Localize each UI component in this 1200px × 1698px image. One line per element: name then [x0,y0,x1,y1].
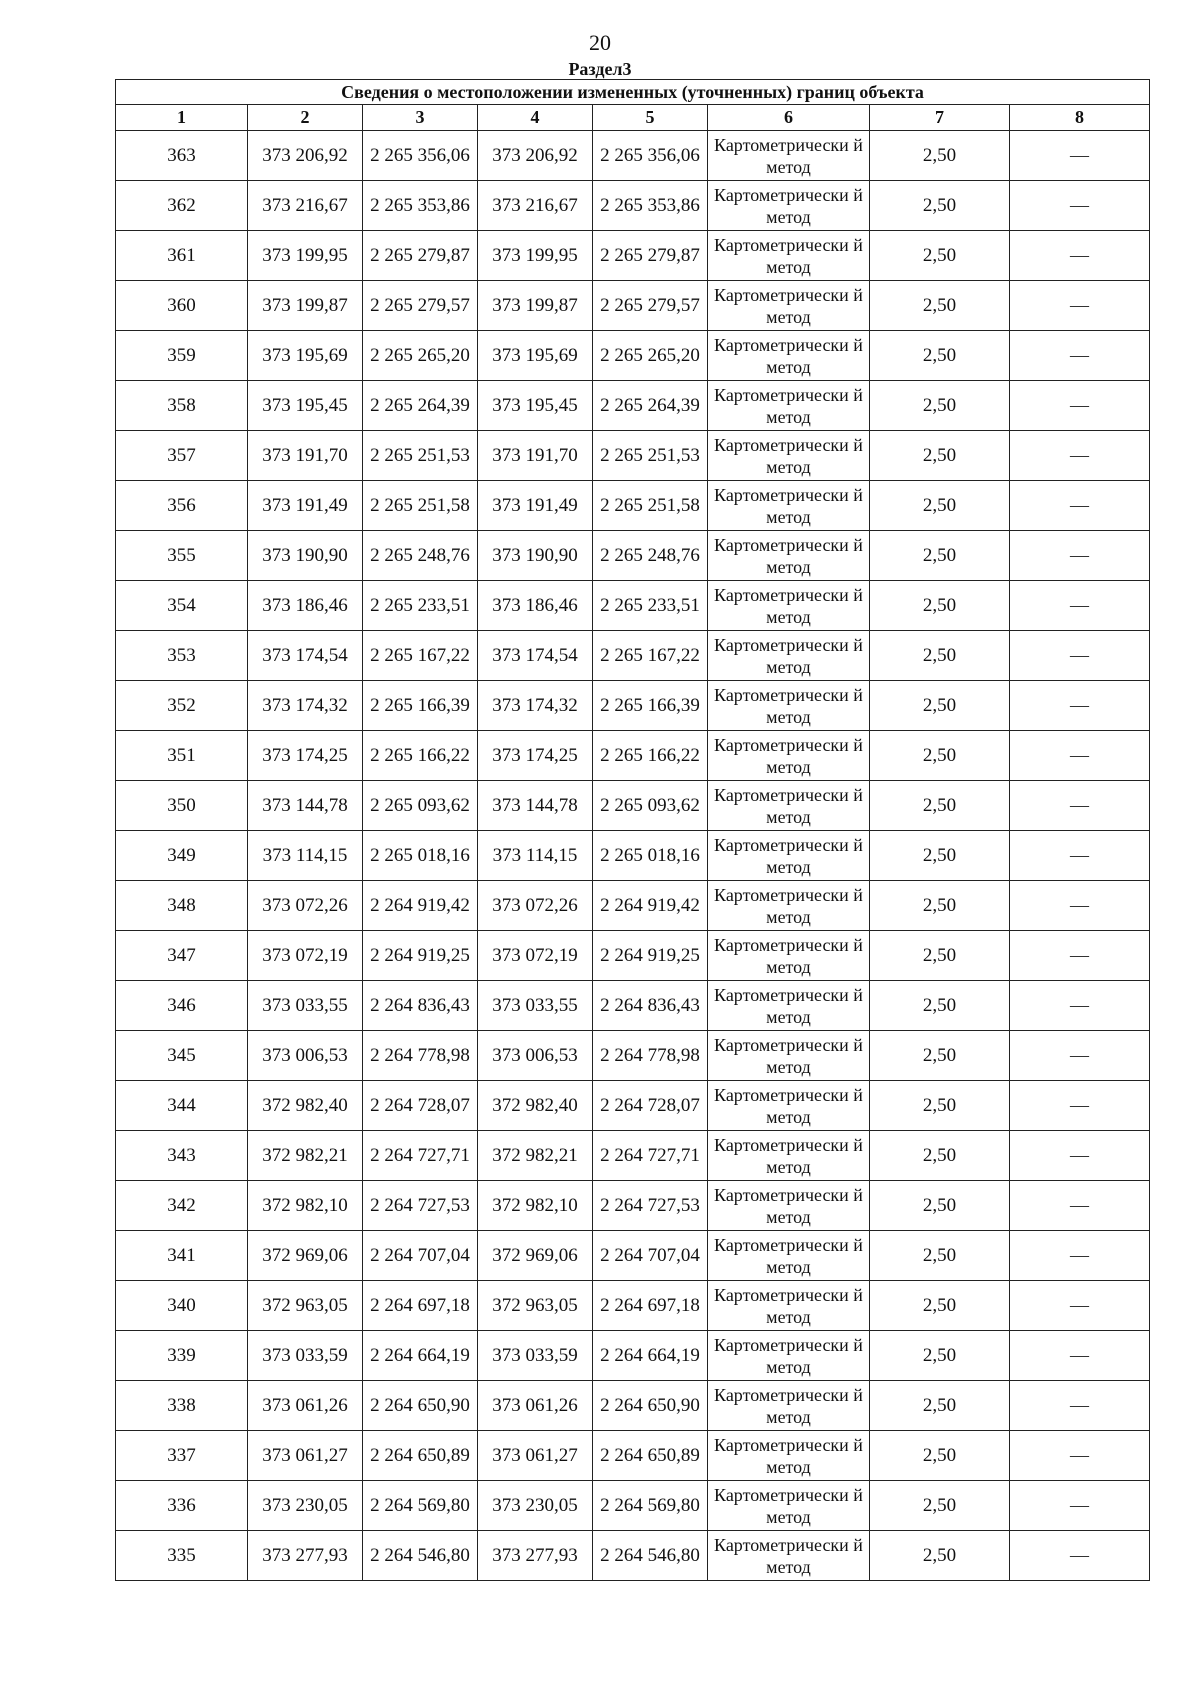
accuracy-cell: 2,50 [870,981,1010,1031]
y-new-cell: 2 264 707,04 [593,1231,708,1281]
x-old-cell: 373 186,46 [248,581,363,631]
x-new-cell: 372 982,21 [478,1131,593,1181]
x-new-cell: 373 061,27 [478,1431,593,1481]
x-old-cell: 373 216,67 [248,181,363,231]
point-number-cell: 345 [116,1031,248,1081]
x-new-cell: 373 191,49 [478,481,593,531]
accuracy-cell: 2,50 [870,381,1010,431]
x-new-cell: 373 174,54 [478,631,593,681]
y-new-cell: 2 265 167,22 [593,631,708,681]
description-cell: — [1010,381,1150,431]
y-old-cell: 2 265 166,39 [363,681,478,731]
table-row [116,781,1150,831]
y-new-cell: 2 264 778,98 [593,1031,708,1081]
table-row [116,481,1150,531]
y-new-cell: 2 264 664,19 [593,1331,708,1381]
x-old-cell: 373 206,92 [248,131,363,181]
y-old-cell: 2 264 697,18 [363,1281,478,1331]
y-old-cell: 2 264 728,07 [363,1081,478,1131]
y-new-cell: 2 265 251,53 [593,431,708,481]
y-new-cell: 2 264 546,80 [593,1531,708,1581]
point-number-cell: 354 [116,581,248,631]
x-new-cell: 373 072,26 [478,881,593,931]
point-number-cell: 355 [116,531,248,581]
description-cell: — [1010,481,1150,531]
table-row [116,331,1150,381]
point-number-cell: 342 [116,1181,248,1231]
table-row [116,981,1150,1031]
point-number-cell: 350 [116,781,248,831]
method-cell: Картометрически й метод [708,1531,870,1581]
x-old-cell: 373 033,59 [248,1331,363,1381]
description-cell: — [1010,331,1150,381]
method-cell: Картометрически й метод [708,981,870,1031]
y-old-cell: 2 265 264,39 [363,381,478,431]
table-row [116,1231,1150,1281]
y-new-cell: 2 265 279,87 [593,231,708,281]
table-row [116,131,1150,181]
point-number-cell: 339 [116,1331,248,1381]
page-number: 20 [589,30,611,55]
description-cell: — [1010,1531,1150,1581]
x-new-cell: 373 195,69 [478,331,593,381]
method-cell: Картометрически й метод [708,1381,870,1431]
y-old-cell: 2 265 167,22 [363,631,478,681]
table-row [116,281,1150,331]
point-number-cell: 335 [116,1531,248,1581]
x-old-cell: 373 195,69 [248,331,363,381]
y-old-cell: 2 265 279,87 [363,231,478,281]
table-row [116,231,1150,281]
y-old-cell: 2 265 248,76 [363,531,478,581]
column-number: 4 [478,105,593,131]
accuracy-cell: 2,50 [870,181,1010,231]
accuracy-cell: 2,50 [870,881,1010,931]
accuracy-cell: 2,50 [870,1331,1010,1381]
point-number-cell: 353 [116,631,248,681]
point-number-cell: 363 [116,131,248,181]
x-old-cell: 373 006,53 [248,1031,363,1081]
y-old-cell: 2 265 356,06 [363,131,478,181]
x-old-cell: 373 072,19 [248,931,363,981]
accuracy-cell: 2,50 [870,1231,1010,1281]
description-cell: — [1010,131,1150,181]
table-row [116,1531,1150,1581]
method-cell: Картометрически й метод [708,531,870,581]
description-cell: — [1010,1281,1150,1331]
y-old-cell: 2 265 251,53 [363,431,478,481]
y-new-cell: 2 264 727,53 [593,1181,708,1231]
y-new-cell: 2 264 727,71 [593,1131,708,1181]
y-old-cell: 2 265 279,57 [363,281,478,331]
point-number-cell: 344 [116,1081,248,1131]
method-cell: Картометрически й метод [708,1081,870,1131]
description-cell: — [1010,581,1150,631]
y-new-cell: 2 264 650,90 [593,1381,708,1431]
method-cell: Картометрически й метод [708,1331,870,1381]
column-number: 6 [708,105,870,131]
y-new-cell: 2 265 166,22 [593,731,708,781]
method-cell: Картометрически й метод [708,381,870,431]
method-cell: Картометрически й метод [708,631,870,681]
x-new-cell: 373 061,26 [478,1381,593,1431]
method-cell: Картометрически й метод [708,1431,870,1481]
y-old-cell: 2 264 707,04 [363,1231,478,1281]
x-new-cell: 373 144,78 [478,781,593,831]
accuracy-cell: 2,50 [870,631,1010,681]
x-old-cell: 373 114,15 [248,831,363,881]
method-cell: Картометрически й метод [708,281,870,331]
x-old-cell: 373 277,93 [248,1531,363,1581]
point-number-cell: 356 [116,481,248,531]
y-old-cell: 2 264 664,19 [363,1331,478,1381]
description-cell: — [1010,431,1150,481]
description-cell: — [1010,281,1150,331]
accuracy-cell: 2,50 [870,581,1010,631]
y-new-cell: 2 265 093,62 [593,781,708,831]
table-row [116,1281,1150,1331]
y-new-cell: 2 264 919,25 [593,931,708,981]
point-number-cell: 336 [116,1481,248,1531]
column-number: 2 [248,105,363,131]
accuracy-cell: 2,50 [870,131,1010,181]
table-row [116,1331,1150,1381]
table-row [116,581,1150,631]
x-old-cell: 372 982,40 [248,1081,363,1131]
table-row [116,681,1150,731]
y-new-cell: 2 264 919,42 [593,881,708,931]
method-cell: Картометрически й метод [708,331,870,381]
x-old-cell: 373 199,87 [248,281,363,331]
method-cell: Картометрически й метод [708,1281,870,1331]
accuracy-cell: 2,50 [870,1181,1010,1231]
accuracy-cell: 2,50 [870,1381,1010,1431]
accuracy-cell: 2,50 [870,431,1010,481]
y-new-cell: 2 265 166,39 [593,681,708,731]
accuracy-cell: 2,50 [870,681,1010,731]
table-row [116,1381,1150,1431]
y-new-cell: 2 265 265,20 [593,331,708,381]
table-row [116,881,1150,931]
x-old-cell: 373 199,95 [248,231,363,281]
table-row [116,1031,1150,1081]
accuracy-cell: 2,50 [870,1131,1010,1181]
description-cell: — [1010,231,1150,281]
description-cell: — [1010,731,1150,781]
y-old-cell: 2 265 265,20 [363,331,478,381]
x-old-cell: 372 963,05 [248,1281,363,1331]
description-cell: — [1010,531,1150,581]
method-cell: Картометрически й метод [708,431,870,481]
description-cell: — [1010,981,1150,1031]
method-cell: Картометрически й метод [708,781,870,831]
x-new-cell: 372 982,10 [478,1181,593,1231]
accuracy-cell: 2,50 [870,781,1010,831]
y-new-cell: 2 265 018,16 [593,831,708,881]
method-cell: Картометрически й метод [708,731,870,781]
section-title: Раздел3 [568,59,632,79]
point-number-cell: 352 [116,681,248,731]
y-new-cell: 2 265 264,39 [593,381,708,431]
method-cell: Картометрически й метод [708,931,870,981]
accuracy-cell: 2,50 [870,931,1010,981]
y-old-cell: 2 265 353,86 [363,181,478,231]
point-number-cell: 348 [116,881,248,931]
x-new-cell: 373 006,53 [478,1031,593,1081]
point-number-cell: 338 [116,1381,248,1431]
table-row [116,1181,1150,1231]
column-number: 3 [363,105,478,131]
y-old-cell: 2 265 018,16 [363,831,478,881]
description-cell: — [1010,1081,1150,1131]
method-cell: Картометрически й метод [708,831,870,881]
x-old-cell: 373 230,05 [248,1481,363,1531]
table-row [116,731,1150,781]
y-old-cell: 2 264 836,43 [363,981,478,1031]
accuracy-cell: 2,50 [870,1531,1010,1581]
table-row [116,631,1150,681]
point-number-cell: 358 [116,381,248,431]
table-row [116,1431,1150,1481]
x-new-cell: 373 174,25 [478,731,593,781]
accuracy-cell: 2,50 [870,831,1010,881]
y-old-cell: 2 264 778,98 [363,1031,478,1081]
x-new-cell: 373 195,45 [478,381,593,431]
y-new-cell: 2 264 836,43 [593,981,708,1031]
x-new-cell: 372 969,06 [478,1231,593,1281]
x-new-cell: 373 216,67 [478,181,593,231]
description-cell: — [1010,631,1150,681]
column-number: 7 [870,105,1010,131]
y-new-cell: 2 264 728,07 [593,1081,708,1131]
x-old-cell: 373 072,26 [248,881,363,931]
accuracy-cell: 2,50 [870,281,1010,331]
x-new-cell: 373 230,05 [478,1481,593,1531]
y-new-cell: 2 264 697,18 [593,1281,708,1331]
x-new-cell: 373 199,87 [478,281,593,331]
y-new-cell: 2 265 251,58 [593,481,708,531]
column-number-row [116,105,1150,131]
x-old-cell: 373 191,70 [248,431,363,481]
x-old-cell: 372 969,06 [248,1231,363,1281]
x-new-cell: 372 982,40 [478,1081,593,1131]
y-new-cell: 2 264 650,89 [593,1431,708,1481]
y-old-cell: 2 265 251,58 [363,481,478,531]
accuracy-cell: 2,50 [870,1031,1010,1081]
accuracy-cell: 2,50 [870,1481,1010,1531]
point-number-cell: 359 [116,331,248,381]
y-old-cell: 2 264 650,90 [363,1381,478,1431]
description-cell: — [1010,1231,1150,1281]
y-old-cell: 2 264 919,25 [363,931,478,981]
column-number: 5 [593,105,708,131]
accuracy-cell: 2,50 [870,1431,1010,1481]
table-row [116,931,1150,981]
x-new-cell: 373 199,95 [478,231,593,281]
x-new-cell: 373 277,93 [478,1531,593,1581]
table-row [116,1131,1150,1181]
description-cell: — [1010,1131,1150,1181]
method-cell: Картометрически й метод [708,1181,870,1231]
accuracy-cell: 2,50 [870,481,1010,531]
y-old-cell: 2 264 569,80 [363,1481,478,1531]
x-old-cell: 373 061,26 [248,1381,363,1431]
table-caption: Сведения о местоположении измененных (уточненных) границ объекта [116,80,1150,105]
point-number-cell: 343 [116,1131,248,1181]
description-cell: — [1010,181,1150,231]
y-old-cell: 2 264 546,80 [363,1531,478,1581]
x-new-cell: 373 191,70 [478,431,593,481]
point-number-cell: 362 [116,181,248,231]
y-old-cell: 2 264 727,53 [363,1181,478,1231]
y-old-cell: 2 265 233,51 [363,581,478,631]
x-old-cell: 373 174,32 [248,681,363,731]
point-number-cell: 361 [116,231,248,281]
y-new-cell: 2 265 356,06 [593,131,708,181]
y-old-cell: 2 264 919,42 [363,881,478,931]
y-new-cell: 2 265 233,51 [593,581,708,631]
description-cell: — [1010,781,1150,831]
method-cell: Картометрически й метод [708,481,870,531]
description-cell: — [1010,1481,1150,1531]
point-number-cell: 341 [116,1231,248,1281]
table-row [116,531,1150,581]
description-cell: — [1010,1331,1150,1381]
table-row [116,1481,1150,1531]
point-number-cell: 346 [116,981,248,1031]
description-cell: — [1010,931,1150,981]
y-new-cell: 2 265 248,76 [593,531,708,581]
accuracy-cell: 2,50 [870,731,1010,781]
y-old-cell: 2 265 166,22 [363,731,478,781]
method-cell: Картометрически й метод [708,1031,870,1081]
x-old-cell: 373 191,49 [248,481,363,531]
x-old-cell: 373 061,27 [248,1431,363,1481]
x-new-cell: 373 174,32 [478,681,593,731]
x-new-cell: 373 033,59 [478,1331,593,1381]
point-number-cell: 340 [116,1281,248,1331]
point-number-cell: 357 [116,431,248,481]
method-cell: Картометрически й метод [708,181,870,231]
point-number-cell: 347 [116,931,248,981]
accuracy-cell: 2,50 [870,531,1010,581]
method-cell: Картометрически й метод [708,1231,870,1281]
description-cell: — [1010,1381,1150,1431]
x-new-cell: 373 072,19 [478,931,593,981]
x-new-cell: 372 963,05 [478,1281,593,1331]
description-cell: — [1010,681,1150,731]
y-new-cell: 2 265 353,86 [593,181,708,231]
x-old-cell: 373 195,45 [248,381,363,431]
method-cell: Картометрически й метод [708,1131,870,1181]
method-cell: Картометрически й метод [708,1481,870,1531]
description-cell: — [1010,881,1150,931]
method-cell: Картометрически й метод [708,131,870,181]
point-number-cell: 349 [116,831,248,881]
y-old-cell: 2 265 093,62 [363,781,478,831]
accuracy-cell: 2,50 [870,1281,1010,1331]
accuracy-cell: 2,50 [870,1081,1010,1131]
method-cell: Картометрически й метод [708,681,870,731]
x-old-cell: 372 982,21 [248,1131,363,1181]
coordinates-table [115,79,1150,1581]
column-number: 1 [116,105,248,131]
table-row [116,831,1150,881]
method-cell: Картометрически й метод [708,581,870,631]
point-number-cell: 337 [116,1431,248,1481]
y-old-cell: 2 264 650,89 [363,1431,478,1481]
table-row [116,1081,1150,1131]
y-new-cell: 2 264 569,80 [593,1481,708,1531]
method-cell: Картометрически й метод [708,231,870,281]
y-old-cell: 2 264 727,71 [363,1131,478,1181]
description-cell: — [1010,1031,1150,1081]
accuracy-cell: 2,50 [870,231,1010,281]
x-new-cell: 373 190,90 [478,531,593,581]
x-old-cell: 372 982,10 [248,1181,363,1231]
table-row [116,181,1150,231]
x-old-cell: 373 174,25 [248,731,363,781]
x-old-cell: 373 033,55 [248,981,363,1031]
table-row [116,381,1150,431]
x-new-cell: 373 033,55 [478,981,593,1031]
x-new-cell: 373 186,46 [478,581,593,631]
x-old-cell: 373 190,90 [248,531,363,581]
method-cell: Картометрически й метод [708,881,870,931]
x-old-cell: 373 144,78 [248,781,363,831]
point-number-cell: 351 [116,731,248,781]
point-number-cell: 360 [116,281,248,331]
y-new-cell: 2 265 279,57 [593,281,708,331]
description-cell: — [1010,1431,1150,1481]
table-body [116,131,1150,1581]
x-new-cell: 373 114,15 [478,831,593,881]
x-old-cell: 373 174,54 [248,631,363,681]
accuracy-cell: 2,50 [870,331,1010,381]
column-number: 8 [1010,105,1150,131]
table-row [116,431,1150,481]
x-new-cell: 373 206,92 [478,131,593,181]
description-cell: — [1010,1181,1150,1231]
description-cell: — [1010,831,1150,881]
